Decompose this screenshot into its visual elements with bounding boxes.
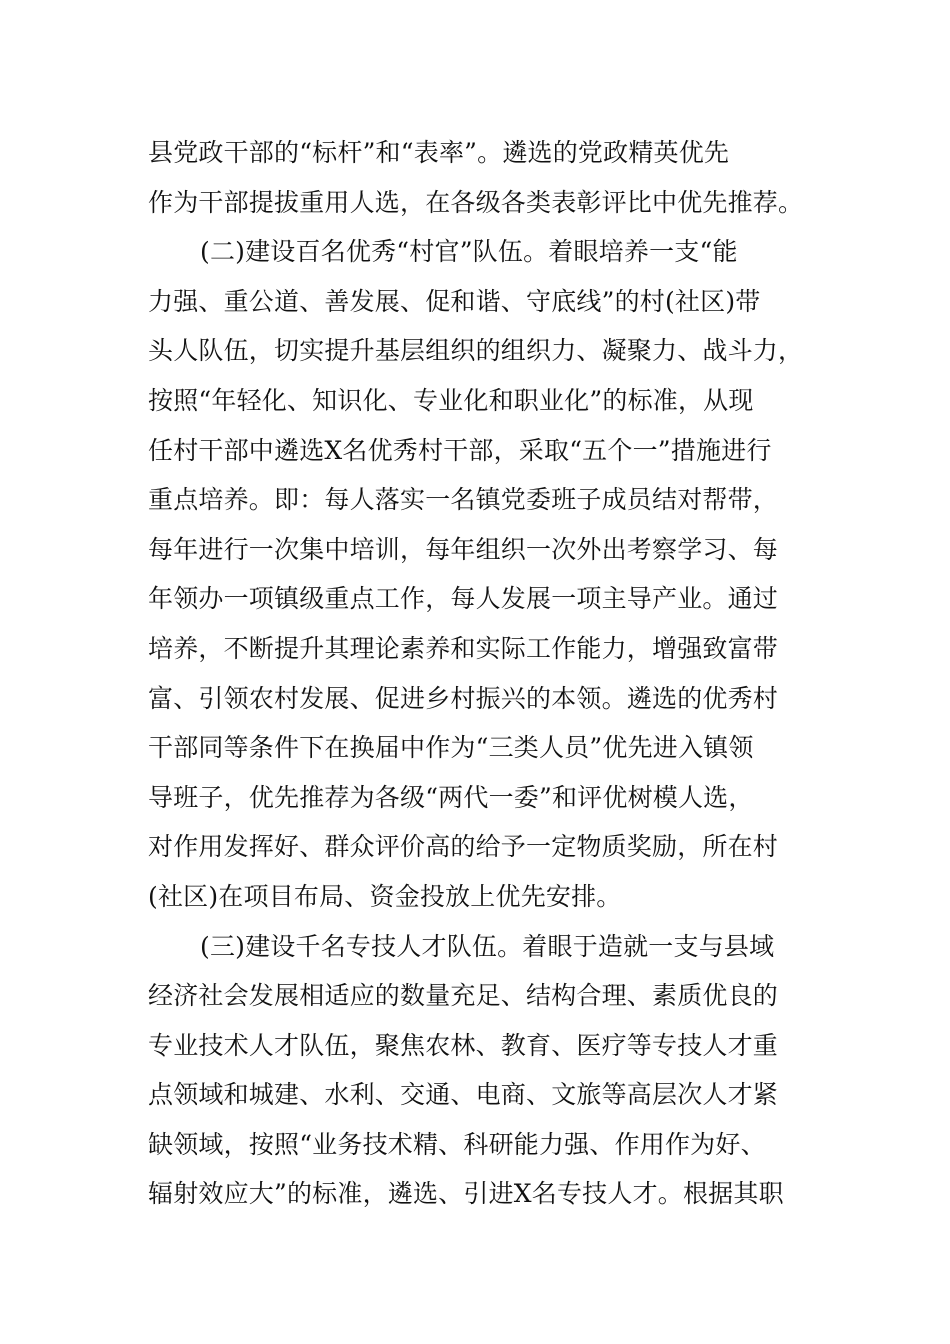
text-line: 辐射效应大”的标准，遴选、引进X名专技人才。根据其职 [148, 1179, 784, 1209]
section-heading-line: (二)建设百名优秀“村官”队伍。着眼培养一支“能 [200, 237, 738, 267]
body-text [148, 128, 810, 1219]
text-line: 导班子，优先推荐为各级“两代一委”和评优树模人选， [148, 782, 754, 812]
text-line: 县党政干部的“标杆”和“表率”。遴选的党政精英优先 [148, 138, 730, 167]
text-line: 力强、重公道、善发展、促和谐、守底线”的村(社区)带 [148, 286, 761, 316]
text-line: 每年进行一次集中培训，每年组织一次外出考察学习、每 [148, 534, 779, 564]
text-line: 作为干部提拔重用人选，在各级各类表彰评比中优先推荐。 [148, 187, 804, 217]
text-line: (社区)在项目布局、资金投放上优先安排。 [148, 881, 622, 911]
text-line: 经济社会发展相适应的数量充足、结构合理、素质优良的 [148, 981, 779, 1011]
text-line: 培养，不断提升其理论素养和实际工作能力，增强致富带 [148, 633, 779, 663]
text-line: 专业技术人才队伍，聚焦农林、教育、医疗等专技人才重 [148, 1030, 779, 1060]
text-line: 点领域和城建、水利、交通、电商、文旅等高层次人才紧 [148, 1080, 779, 1110]
text-line: 年领办一项镇级重点工作，每人发展一项主导产业。通过 [148, 584, 779, 614]
text-line: 对作用发挥好、群众评价高的给予一定物质奖励，所在村 [148, 832, 779, 862]
text-line: 任村干部中遴选X名优秀村干部，采取“五个一”措施进行 [148, 435, 772, 465]
text-line: 干部同等条件下在换届中作为“三类人员”优先进入镇领 [148, 733, 754, 763]
text-line: 按照“年轻化、知识化、专业化和职业化”的标准，从现 [148, 385, 754, 415]
text-line: 富、引领农村发展、促进乡村振兴的本领。遴选的优秀村 [148, 683, 779, 713]
section-heading-line: (三)建设千名专技人才队伍。着眼于造就一支与县域 [200, 931, 775, 961]
text-line: 头人队伍，切实提升基层组织的组织力、凝聚力、战斗力， [148, 336, 804, 366]
text-line: 重点培养。即：每人落实一名镇党委班子成员结对帮带， [148, 485, 779, 515]
text-line: 缺领域，按照“业务技术精、科研能力强、作用作为好、 [148, 1129, 766, 1159]
